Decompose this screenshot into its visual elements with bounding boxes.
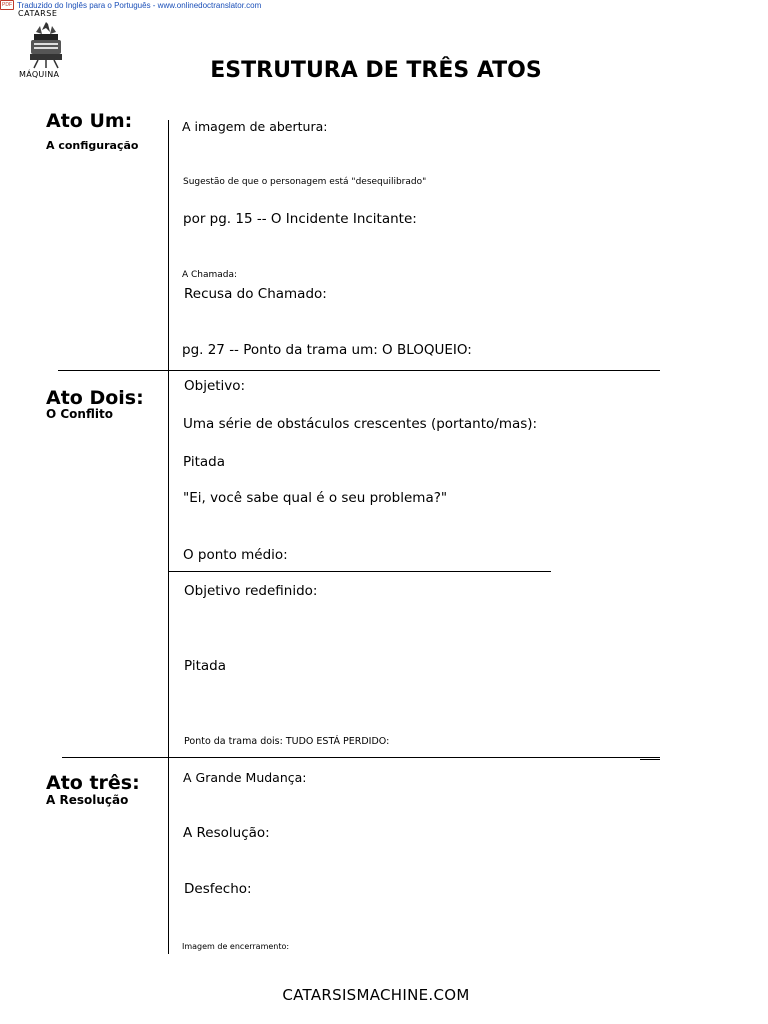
act-three-title: Ato três: <box>46 772 140 794</box>
logo-top-text: CATARSE <box>18 9 58 18</box>
call-label: A Chamada: <box>182 270 238 280</box>
footer-site[interactable]: CATARSISMACHINE.COM <box>282 986 470 1004</box>
act-two-title: Ato Dois: <box>46 387 144 409</box>
act-two-subtitle: O Conflito <box>46 407 113 421</box>
midpoint-label: O ponto médio: <box>183 547 288 563</box>
redefined-goal-label: Objetivo redefinido: <box>184 583 318 599</box>
plot-point-one-label: pg. 27 -- Ponto da trama um: O BLOQUEIO: <box>182 342 472 358</box>
closing-image-label: Imagem de encerramento: <box>182 942 290 951</box>
act-one-divider <box>58 370 660 371</box>
page-title: ESTRUTURA DE TRÊS ATOS <box>210 58 542 83</box>
translator-banner-text: Traduzido do Inglês para o Português - www.onlinedoctranslator.com <box>17 0 262 10</box>
pinch-one-label: Pitada <box>183 454 226 470</box>
outcome-label: Desfecho: <box>184 881 252 897</box>
column-divider <box>168 120 169 954</box>
act-two-divider-mark <box>640 759 660 760</box>
pdf-icon: PDF <box>2 2 12 8</box>
midpoint-divider <box>168 571 551 572</box>
logo-bottom-text: MÁQUINA <box>19 70 60 79</box>
goal-label: Objetivo: <box>184 378 246 394</box>
act-three-subtitle: A Resolução <box>46 793 129 807</box>
act-one-title: Ato Um: <box>46 110 133 132</box>
opening-image-label: A imagem de abertura: <box>182 119 328 134</box>
resolution-label: A Resolução: <box>183 825 270 841</box>
act-one-subtitle: A configuração <box>46 139 139 152</box>
refusal-label: Recusa do Chamado: <box>184 286 327 302</box>
problem-label: "Ei, você sabe qual é o seu problema?" <box>183 490 448 506</box>
big-change-label: A Grande Mudança: <box>183 770 307 785</box>
inciting-incident-label: por pg. 15 -- O Incidente Incitante: <box>183 211 417 227</box>
obstacles-label: Uma série de obstáculos crescentes (portanto/mas): <box>183 416 538 432</box>
plot-point-two-label: Ponto da trama dois: TUDO ESTÁ PERDIDO: <box>184 736 390 747</box>
act-two-divider <box>62 757 660 758</box>
off-balance-label: Sugestão de que o personagem está "desequilibrado" <box>183 177 427 187</box>
pinch-two-label: Pitada <box>184 658 227 674</box>
